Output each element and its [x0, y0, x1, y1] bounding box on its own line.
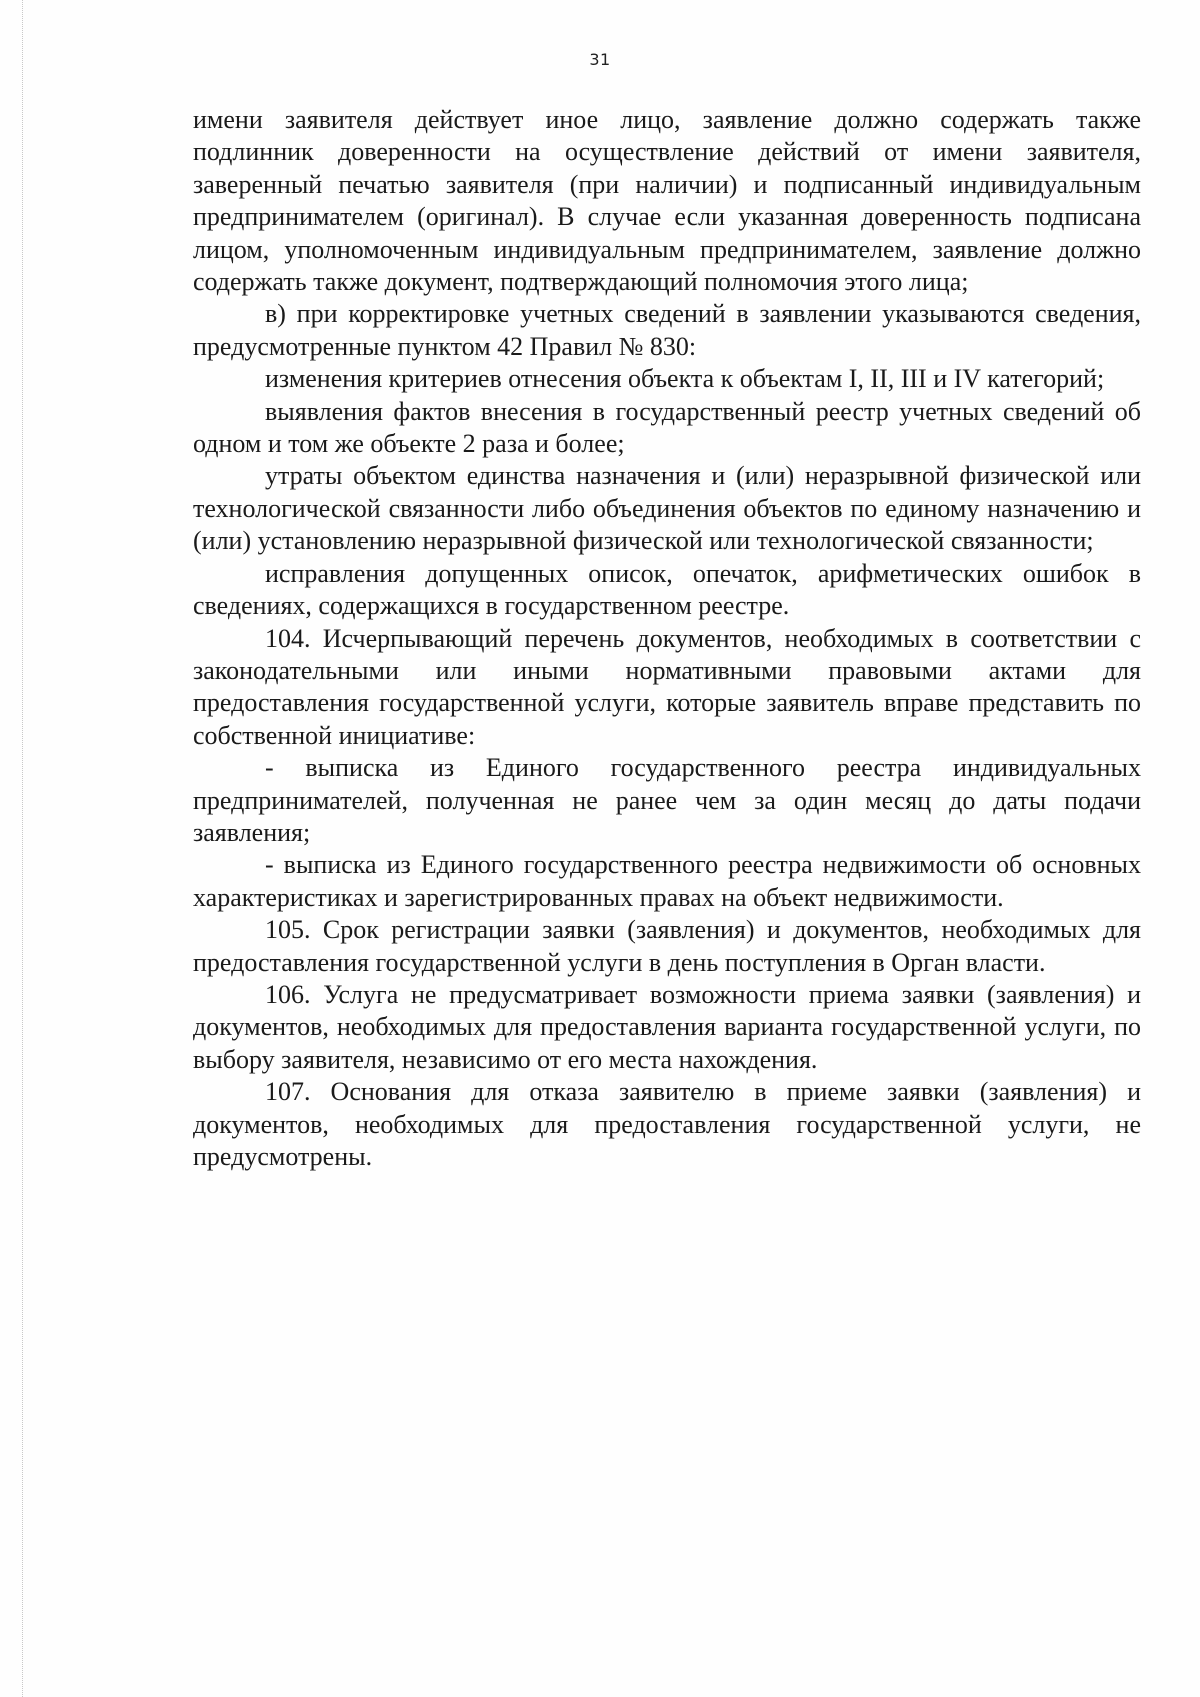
list-item-egrip-extract: - выписка из Единого государственного реестра индивидуальных предпринимателей, полученная не ранее чем за один месяц до даты подачи заявления; [193, 753, 1141, 847]
paragraph-105: 105. Срок регистрации заявки (заявления) и документов, необходимых для предоставления государственной услуги в день поступления в Орган власти. [193, 915, 1141, 977]
paragraph-duplicate-facts: выявления фактов внесения в государственный реестр учетных сведений об одном и том же объекте 2 раза и более; [193, 396, 1141, 459]
paragraph-104: 104. Исчерпывающий перечень документов, необходимых в соответствии с законодательными или иными нормативными правовыми актами для предоставления государственной услуги, которые заявитель вправе представить по собственной инициативе: [193, 623, 1141, 750]
paragraph-106: 106. Услуга не предусматривает возможности приема заявки (заявления) и документов, необходимых для предоставления варианта государственной услуги, по выбору заявителя, независимо от его места нахождения. [193, 979, 1141, 1074]
paragraph-continuation: имени заявителя действует иное лицо, заявление должно содержать также подлинник доверенности на осуществление действий от имени заявителя, заверенный печатью заявителя (при наличии) и подписанный индивидуальным предпринимателем (оригинал). В случае если указанная доверенность подписана лицом, уполномоченным индивидуальным предпринимателем, заявление должно содержать также документ, подтверждающий полномочия этого лица; [193, 105, 1141, 297]
paragraph-loss-of-unity: утраты объектом единства назначения и (или) неразрывной физической или технологической связанности либо объединения объектов по единому назначению и (или) установлению неразрывной физической или технологической связанности; [193, 461, 1141, 556]
paragraph-item-v: в) при корректировке учетных сведений в заявлении указываются сведения, предусмотренные пунктом 42 Правил № 830: [193, 299, 1141, 361]
scan-edge-line [22, 0, 23, 1697]
paragraph-107: 107. Основания для отказа заявителю в приеме заявки (заявления) и документов, необходимых для предоставления государственной услуги, не предусмотрены. [193, 1077, 1141, 1171]
list-item-egrn-extract: - выписка из Единого государственного реестра недвижимости об основных характеристиках и зарегистрированных правах на объект недвижимости. [193, 850, 1141, 912]
paragraph-corrections: исправления допущенных описок, опечаток, арифметических ошибок в сведениях, содержащихся в государственном реестре. [193, 558, 1141, 621]
document-body [193, 104, 1141, 1173]
paragraph-criteria-change: изменения критериев отнесения объекта к объектам I, II, III и IV категорий; [265, 364, 1105, 394]
page-number: 31 [589, 50, 611, 69]
